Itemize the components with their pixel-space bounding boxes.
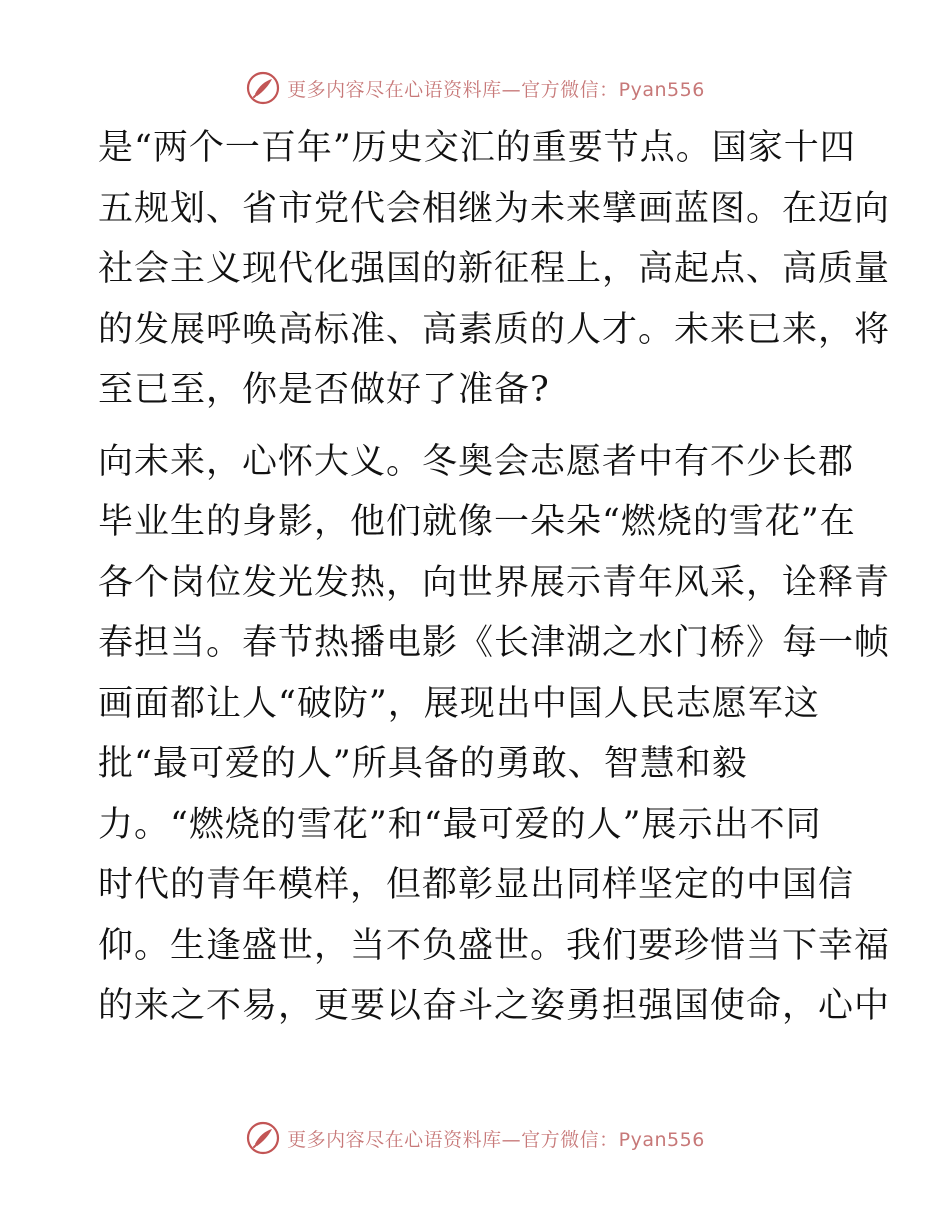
text-line: 五规划、省市党代会相继为未来擘画蓝图。在迈向	[98, 188, 891, 229]
watermark-text: 更多内容尽在心语资料库—官方微信：Pyan556	[287, 1128, 705, 1151]
pen-seal-icon	[245, 70, 281, 106]
pen-seal-icon	[245, 1120, 281, 1156]
text-line: 力。“燃烧的雪花”和“最可爱的人”展示出不同	[98, 804, 822, 845]
footer-watermark	[0, 1120, 950, 1156]
text-line: 批“最可爱的人”所具备的勇敢、智慧和毅	[98, 744, 748, 784]
text-line: 向未来，心怀大义。冬奥会志愿者中有不少长郡	[98, 441, 855, 482]
text-line: 至已至，你是否做好了准备?	[98, 370, 550, 410]
text-line: 毕业生的身影，他们就像一朵朵“燃烧的雪花”在	[98, 502, 856, 542]
text-line: 时代的青年模样，但都彰显出同样坚定的中国信	[98, 865, 855, 905]
text-line: 的发展呼唤高标准、高素质的人才。未来已来，将	[98, 309, 891, 350]
text-line: 社会主义现代化强国的新征程上，高起点、高质量	[98, 249, 891, 289]
text-line: 仰。生逢盛世，当不负盛世。我们要珍惜当下幸福	[98, 925, 891, 966]
text-line: 的来之不易，更要以奋斗之姿勇担强国使命，心中	[98, 986, 891, 1026]
document-body	[98, 118, 891, 1037]
text-line: 春担当。春节热播电影《长津湖之水门桥》每一帧	[98, 623, 891, 663]
paragraph	[98, 118, 891, 421]
text-line: 是“两个一百年”历史交汇的重要节点。国家十四	[98, 128, 856, 168]
text-line: 各个岗位发光发热，向世界展示青年风采，诠释青	[98, 562, 891, 603]
paragraph	[98, 432, 891, 1037]
text-line: 画面都让人“破防”，展现出中国人民志愿军这	[98, 683, 820, 724]
header-watermark	[0, 70, 950, 106]
watermark-text: 更多内容尽在心语资料库—官方微信：Pyan556	[287, 78, 705, 101]
